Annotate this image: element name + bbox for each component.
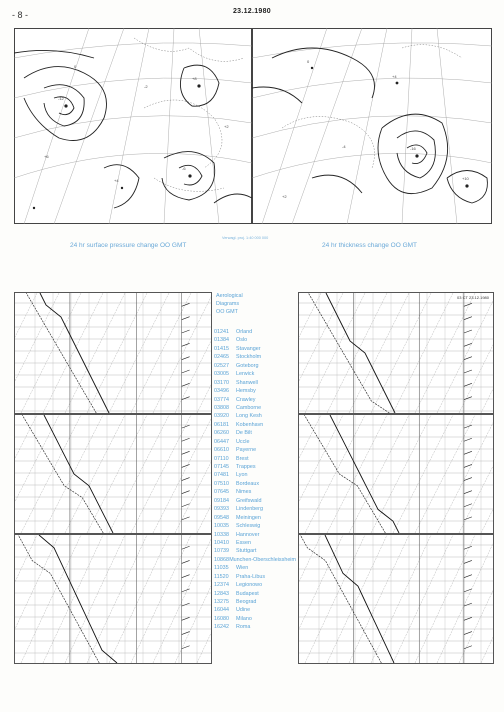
diagram-line	[43, 535, 103, 663]
station-name: Shanwell	[236, 379, 258, 386]
svg-text:+4: +4	[114, 178, 119, 183]
thickness-change-map	[252, 28, 492, 224]
station-id: 10739	[214, 548, 229, 555]
diagram-line	[464, 425, 472, 428]
diagram-line	[464, 330, 472, 333]
station-row	[214, 396, 296, 404]
diagram-line	[182, 464, 190, 467]
station-id: 07481	[214, 472, 229, 479]
diagram-line	[182, 317, 190, 320]
dewpoint-profile	[304, 415, 385, 533]
diagram-line	[327, 415, 387, 533]
svg-text:-6: -6	[182, 166, 186, 171]
station-id: 03170	[214, 379, 229, 386]
diagram-line	[371, 293, 431, 413]
diagram-line	[87, 415, 147, 533]
diagram-line	[305, 535, 365, 663]
station-id: 11520	[214, 573, 229, 580]
station-id: 07145	[214, 464, 229, 470]
station-legend	[214, 292, 296, 632]
station-row	[214, 387, 296, 395]
diagram-line	[21, 293, 81, 413]
diagram-line	[464, 575, 472, 578]
station-id: 16242	[214, 624, 229, 631]
diagram-line	[464, 317, 472, 320]
diagram-line	[15, 415, 59, 533]
station-row	[214, 581, 296, 589]
dewpoint-profile	[26, 293, 96, 413]
station-name: Camborne	[236, 404, 262, 411]
station-name: Stavanger	[236, 345, 261, 352]
diagram-line	[65, 535, 125, 663]
diagram-line	[182, 397, 190, 400]
diagram-line	[464, 517, 472, 520]
station-row	[214, 590, 296, 598]
diagram-line	[15, 535, 59, 663]
station-id: 01384	[214, 337, 229, 344]
station-name: Lerwick	[236, 371, 255, 378]
station-id: 10035	[214, 523, 229, 530]
station-row	[214, 547, 296, 555]
diagram-line	[437, 293, 493, 413]
diagram-svg	[299, 415, 493, 533]
diagram-line	[65, 293, 125, 413]
station-id: 10868	[214, 556, 229, 563]
diagram-line	[464, 464, 472, 467]
station-id: 03920	[214, 413, 229, 420]
diagram-line	[299, 293, 321, 413]
station-id: 09393	[214, 506, 229, 513]
diagram-id-label: 03 CT 23.12.1980	[457, 295, 489, 300]
station-row	[214, 446, 296, 454]
diagram-line	[182, 546, 190, 549]
station-name: Hannover	[236, 531, 260, 538]
temperature-profile	[326, 293, 395, 413]
diagram-line	[393, 535, 453, 663]
station-row	[214, 412, 296, 420]
station-id: 10410	[214, 539, 229, 546]
svg-text:-16: -16	[410, 146, 416, 151]
station-name: Schleswig	[236, 523, 261, 530]
station-row	[214, 370, 296, 378]
diagram-line	[464, 632, 472, 635]
diagram-line	[182, 504, 190, 507]
station-row	[214, 336, 296, 344]
station-id: 11035	[214, 565, 229, 572]
station-id: 01241	[214, 329, 229, 335]
diagram-line	[464, 383, 472, 386]
station-row	[214, 404, 296, 412]
diagram-line	[182, 330, 190, 333]
station-id: 13275	[214, 599, 229, 605]
diagram-line	[464, 303, 472, 306]
station-name: Orland	[236, 329, 253, 335]
station-name: Long Kesh	[236, 413, 262, 420]
diagram-line	[464, 617, 472, 620]
station-row	[214, 522, 296, 530]
station-row	[214, 623, 296, 631]
station-id: 06181	[214, 421, 229, 428]
station-row	[214, 488, 296, 496]
svg-text:-2: -2	[144, 84, 148, 89]
dewpoint-profile	[308, 293, 389, 413]
aerological-diagram-4	[298, 292, 494, 414]
station-id: 03005	[214, 371, 229, 378]
station-row	[214, 345, 296, 353]
aerological-diagram-6	[298, 534, 494, 664]
station-name: Hemsby	[236, 388, 256, 395]
station-name: Goteborg	[236, 362, 259, 369]
diagram-line	[182, 575, 190, 578]
station-id: 07510	[214, 480, 229, 487]
diagram-line	[109, 415, 169, 533]
diagram-line	[327, 293, 387, 413]
diagram-line	[464, 504, 472, 507]
svg-text:+8: +8	[192, 76, 197, 81]
station-id: 01415	[214, 345, 229, 352]
thickness-map-svg	[252, 28, 492, 224]
diagram-line	[175, 293, 211, 413]
station-name: Roma	[236, 624, 251, 631]
station-row	[214, 531, 296, 539]
station-row	[214, 421, 296, 429]
svg-text:0: 0	[307, 59, 310, 64]
diagram-line	[464, 370, 472, 373]
diagram-line	[15, 293, 37, 413]
aerological-diagram-1	[14, 292, 212, 414]
diagram-line	[437, 535, 493, 663]
diagram-line	[305, 415, 365, 533]
svg-text:+10: +10	[462, 176, 469, 181]
diagram-line	[464, 438, 472, 441]
station-name: Oslo	[236, 337, 248, 344]
station-id: 07110	[214, 455, 229, 462]
diagram-line	[464, 546, 472, 549]
station-id: 03774	[214, 396, 229, 403]
diagram-line	[349, 415, 409, 533]
station-row	[214, 455, 296, 463]
diagram-line	[43, 415, 103, 533]
station-row	[214, 438, 296, 446]
station-name: Stockholm	[236, 354, 262, 361]
diagram-line	[175, 535, 211, 663]
diagram-line	[182, 589, 190, 592]
station-id: 16080	[214, 615, 229, 622]
station-name: Legionowo	[236, 582, 263, 589]
diagram-line	[299, 535, 321, 663]
svg-text:-4: -4	[342, 144, 346, 149]
diagram-line	[299, 293, 343, 413]
station-name: Milano	[236, 615, 252, 622]
station-id: 09548	[214, 514, 229, 521]
station-row	[214, 362, 296, 370]
station-name: Trappes	[236, 464, 256, 470]
station-row	[214, 471, 296, 479]
station-row	[214, 379, 296, 387]
station-name: Essen	[236, 539, 251, 546]
diagram-line	[182, 451, 190, 454]
station-name: Brest	[236, 455, 249, 462]
diagram-line	[87, 293, 147, 413]
legend-title: Aerological Diagrams OO GMT	[216, 293, 243, 315]
diagram-line	[299, 415, 343, 533]
diagram-line	[349, 293, 409, 413]
station-name: Udine	[236, 607, 251, 614]
right-map-caption: 24 hr thickness change OO GMT	[322, 242, 418, 249]
diagram-line	[182, 560, 190, 563]
station-name: Payerne	[236, 447, 257, 454]
diagram-svg	[15, 415, 211, 533]
svg-text:-12: -12	[58, 96, 64, 101]
diagram-line	[15, 415, 37, 533]
diagram-line	[464, 397, 472, 400]
station-row	[214, 615, 296, 623]
diagram-line	[15, 535, 37, 663]
station-id: 03808	[214, 404, 229, 411]
station-id: 06610	[214, 447, 229, 454]
station-name: Wien	[236, 565, 249, 572]
station-row	[214, 429, 296, 437]
surface-pressure-map-svg	[14, 28, 252, 224]
diagram-line	[109, 535, 169, 663]
diagram-line	[481, 535, 493, 663]
station-name: Stuttgart	[236, 548, 257, 555]
station-name: Greifswald	[236, 497, 262, 504]
diagram-line	[464, 451, 472, 454]
station-id: 03496	[214, 388, 229, 395]
diagram-line	[393, 293, 453, 413]
diagram-line	[182, 603, 190, 606]
diagram-line	[371, 415, 431, 533]
dewpoint-profile	[22, 415, 103, 533]
temperature-profile	[40, 293, 109, 413]
station-name: Munchen-Oberschleissheim	[229, 556, 296, 563]
surface-pressure-change-map	[14, 28, 252, 224]
diagram-svg	[299, 535, 493, 663]
diagram-line	[464, 491, 472, 494]
station-name: Uccle	[236, 438, 250, 445]
diagram-line	[109, 293, 169, 413]
diagram-line	[327, 535, 387, 663]
station-id: 02465	[214, 354, 229, 361]
station-id: 06260	[214, 430, 229, 437]
station-row	[214, 505, 296, 513]
svg-text:+2: +2	[224, 124, 229, 129]
diagram-line	[464, 603, 472, 606]
station-name: Beograd	[236, 599, 257, 605]
station-row	[214, 606, 296, 614]
diagram-line	[481, 415, 493, 533]
svg-text:+6: +6	[44, 154, 49, 159]
station-row	[214, 539, 296, 547]
station-id: 16044	[214, 607, 229, 614]
temperature-profile	[44, 415, 113, 533]
diagram-line	[21, 415, 81, 533]
diagram-line	[182, 491, 190, 494]
diagram-line	[393, 415, 453, 533]
diagram-line	[464, 646, 472, 649]
station-row	[214, 353, 296, 361]
svg-text:+2: +2	[282, 194, 287, 199]
page-number: - 8 -	[12, 10, 29, 20]
diagram-line	[481, 293, 493, 413]
aerological-diagram-5	[298, 414, 494, 534]
diagram-line	[43, 293, 103, 413]
diagram-line	[87, 535, 147, 663]
station-row	[214, 497, 296, 505]
station-name: Bordeaux	[236, 480, 260, 487]
diagram-line	[299, 415, 321, 533]
aerological-diagram-3	[14, 534, 212, 664]
diagram-line	[182, 370, 190, 373]
station-id: 12374	[214, 582, 229, 589]
temperature-profile	[325, 535, 394, 663]
station-row	[214, 480, 296, 488]
page-date: 23.12.1980	[232, 8, 272, 15]
station-id: 07645	[214, 489, 229, 496]
station-name: Kobenhavn	[236, 421, 264, 428]
station-name: Praha-Libus	[236, 573, 266, 580]
diagram-line	[182, 517, 190, 520]
diagram-line	[349, 535, 409, 663]
station-name: Nimes	[236, 489, 252, 496]
station-row	[214, 598, 296, 606]
diagram-svg	[15, 535, 211, 663]
left-map-caption: 24 hr surface pressure change OO GMT	[70, 242, 187, 249]
station-id: 12843	[214, 590, 229, 597]
diagram-line	[464, 560, 472, 563]
station-name: Crawley	[236, 396, 256, 403]
station-row	[214, 463, 296, 471]
station-name: Lindenberg	[236, 506, 263, 513]
station-row	[214, 328, 296, 336]
diagram-line	[464, 357, 472, 360]
aerological-diagram-2	[14, 414, 212, 534]
station-id: 06447	[214, 438, 229, 445]
diagram-line	[182, 438, 190, 441]
dewpoint-profile	[300, 535, 381, 663]
temperature-profile	[39, 535, 117, 663]
station-row	[214, 514, 296, 522]
projection-note: Verwagl. proj. 1:40 000 000	[222, 236, 269, 240]
diagram-line	[182, 343, 190, 346]
station-row	[214, 573, 296, 581]
station-name: Meiningen	[236, 514, 261, 521]
diagram-line	[175, 415, 211, 533]
diagram-line	[182, 303, 190, 306]
diagram-svg	[299, 293, 493, 413]
temperature-profile	[330, 415, 399, 533]
svg-text:0: 0	[74, 64, 77, 69]
station-row	[214, 564, 296, 572]
diagram-line	[437, 415, 493, 533]
diagram-line	[21, 535, 81, 663]
station-id: 09184	[214, 497, 229, 504]
diagram-line	[299, 535, 343, 663]
station-id: 02527	[214, 362, 229, 369]
diagram-line	[371, 535, 431, 663]
diagram-line	[182, 357, 190, 360]
station-row	[214, 556, 296, 564]
dewpoint-profile	[18, 535, 99, 663]
diagram-svg	[15, 293, 211, 413]
station-name: Budapest	[236, 590, 259, 597]
diagram-line	[182, 478, 190, 481]
svg-text:+4: +4	[392, 74, 397, 79]
station-name: De Bilt	[236, 430, 252, 437]
station-name: Lyon	[236, 472, 248, 479]
diagram-line	[182, 617, 190, 620]
station-list	[214, 328, 296, 632]
station-id: 10338	[214, 531, 229, 538]
